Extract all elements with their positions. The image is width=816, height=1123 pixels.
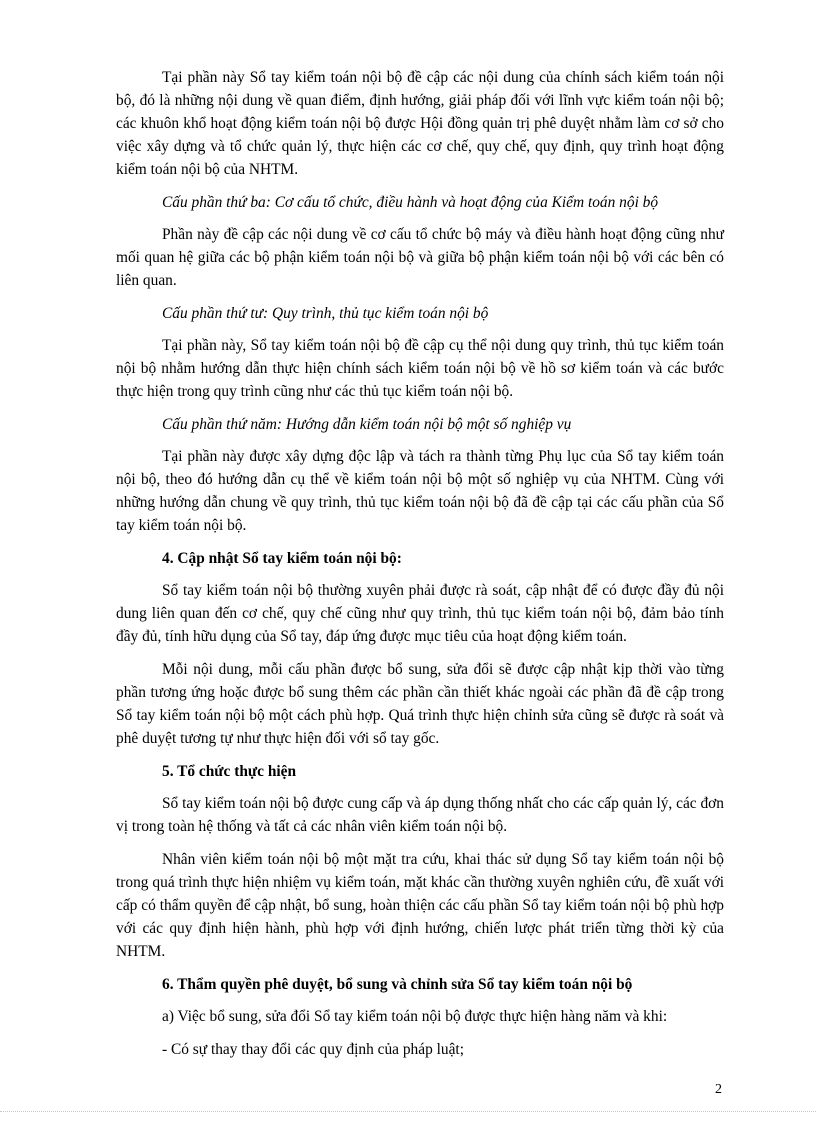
paragraph-annual-update: a) Việc bổ sung, sửa đổi Sổ tay kiểm toán nội bộ được thực hiện hàng năm và khi: [162,1008,668,1025]
paragraph-staff-duties: Nhân viên kiểm toán nội bộ một mặt tra cứu, khai thác sử dụng Sổ tay kiểm toán nội bộ trong quá trình thực hiện nhiệm vụ kiểm toán, mặt khác cần thường xuyên nghiên cứu, đề xuất với cấp có thẩm quyền để cập nhật, bổ sung, hoàn thiện các cấu phần Sổ tay kiểm toán nội bộ phù hợp với các quy định hiện hành, phù hợp với định hướng, chiến lược phát triển từng thời kỳ của NHTM. [116,851,724,960]
paragraph-amendment: Mỗi nội dung, mỗi cấu phần được bổ sung, sửa đổi sẽ được cập nhật kịp thời vào từng phần tương ứng hoặc được bổ sung thêm các phần cần thiết khác ngoài các phần đã đề cập trong Sổ tay kiểm toán nội bộ một cách phù hợp. Quá trình thực hiện chỉnh sửa cũng sẽ được rà soát và phê duyệt tương tự như thực hiện đối với sổ tay gốc. [116,661,724,747]
paragraph-policy-intro: Tại phần này Sổ tay kiểm toán nội bộ đề cập các nội dung của chính sách kiểm toán nội bộ, đó là những nội dung về quan điểm, định hướng, giải pháp đối với lĩnh vực kiểm toán nội bộ; các khuôn khổ hoạt động kiểm toán nội bộ được Hội đồng quản trị phê duyệt nhằm làm cơ sở cho việc xây dựng và tổ chức quản lý, thực hiện các cơ chế, quy chế, quy định, quy trình hoạt động kiểm toán nội bộ của NHTM. [116,69,724,178]
page-number: 2 [715,1082,722,1097]
heading-update-handbook: 4. Cập nhật Sổ tay kiểm toán nội bộ: [162,550,402,567]
paragraph-appendix: Tại phần này được xây dựng độc lập và tách ra thành từng Phụ lục của Sổ tay kiểm toán nội bộ, theo đó hướng dẫn cụ thể về kiểm toán nội bộ một số nghiệp vụ của NHTM. Cùng với những hướng dẫn chung về quy trình, thủ tục kiểm toán nội bộ đã đề cập tại các cấu phần của Sổ tay kiểm toán nội bộ. [116,448,724,534]
document-body [116,66,724,1071]
list-item-law-change: - Có sự thay thay đổi các quy định của pháp luật; [162,1041,464,1058]
section-three-title: Cấu phần thứ ba: Cơ cấu tổ chức, điều hành và hoạt động của Kiểm toán nội bộ [162,194,659,211]
paragraph-review: Sổ tay kiểm toán nội bộ thường xuyên phải được rà soát, cập nhật để có được đầy đủ nội dung liên quan đến cơ chế, quy chế cũng như quy trình, thủ tục kiểm toán nội bộ, đảm bảo tính đầy đủ, tính hữu dụng của Sổ tay, đáp ứng được mục tiêu của hoạt động kiểm toán. [116,582,724,645]
paragraph-organization: Phần này đề cập các nội dung về cơ cấu tổ chức bộ máy và điều hành hoạt động cũng như mối quan hệ giữa các bộ phận kiểm toán nội bộ và giữa bộ phận kiểm toán nội bộ với các bên có liên quan. [116,226,724,289]
paragraph-application: Sổ tay kiểm toán nội bộ được cung cấp và áp dụng thống nhất cho các cấp quản lý, các đơn vị trong toàn hệ thống và tất cả các nhân viên kiểm toán nội bộ. [116,795,724,835]
section-four-title: Cấu phần thứ tư: Quy trình, thủ tục kiểm toán nội bộ [162,305,489,322]
section-five-title: Cấu phần thứ năm: Hướng dẫn kiểm toán nội bộ một số nghiệp vụ [162,416,572,433]
paragraph-procedures: Tại phần này, Sổ tay kiểm toán nội bộ đề cập cụ thể nội dung quy trình, thủ tục kiểm toán nội bộ nhằm hướng dẫn thực hiện chính sách kiểm toán nội bộ về hồ sơ kiểm toán và các bước thực hiện trong quy trình cũng như các thủ tục kiểm toán nội bộ. [116,337,724,400]
page-bottom-divider [0,1111,816,1112]
heading-implementation: 5. Tổ chức thực hiện [162,763,297,780]
heading-approval-authority: 6. Thẩm quyền phê duyệt, bổ sung và chỉnh sửa Sổ tay kiểm toán nội bộ [162,976,633,993]
